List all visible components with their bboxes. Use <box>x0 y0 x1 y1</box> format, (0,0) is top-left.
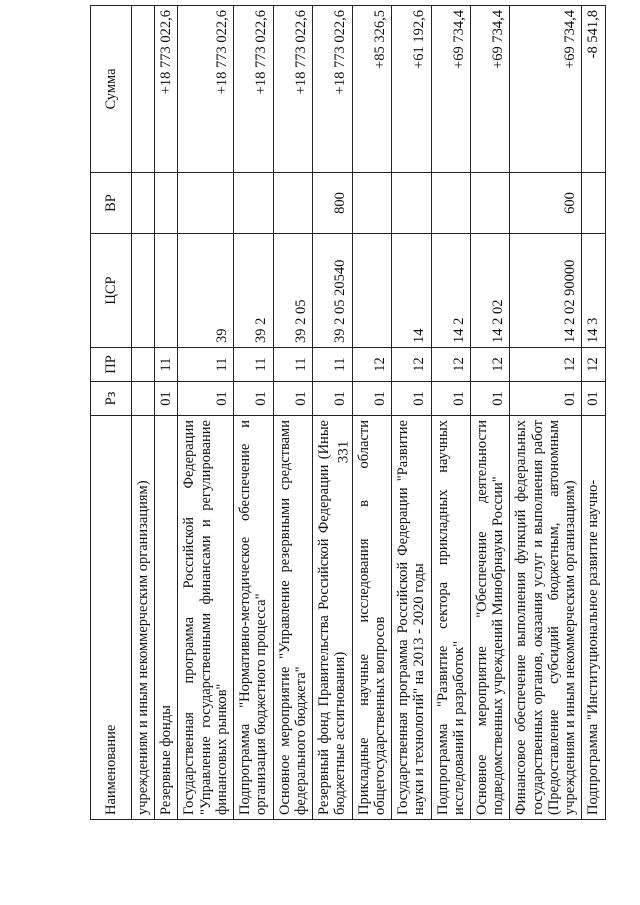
header-name: Наименование <box>91 416 132 820</box>
cell-pr: 11 <box>273 348 312 382</box>
cell-name: Финансовое обеспечение выполнения функций федеральных государственных органов, оказания услуг и выполнения работ (Предоставление субсидий бюджетным, автономным учреждениям и иным некоммерческим организациям) <box>510 416 582 820</box>
table-row <box>470 6 509 820</box>
cell-name: Государственная программа Российской Федерации "Управление государственными финансами и регулирование финансовых рынков" <box>178 416 234 820</box>
cell-vr: 800 <box>313 173 352 234</box>
cell-name: Резервный фонд Правительства Российской Федерации (Иные бюджетные ассигнования) <box>313 416 352 820</box>
table-body <box>132 6 606 820</box>
table-row <box>582 6 605 820</box>
cell-csr: 14 <box>392 234 431 348</box>
cell-csr: 14 2 02 <box>470 234 509 348</box>
cell-rz: 01 <box>510 382 582 416</box>
cell-sum <box>132 6 155 173</box>
table-row <box>392 6 431 820</box>
cell-sum: +61 192,6 <box>392 6 431 173</box>
cell-rz: 01 <box>431 382 470 416</box>
cell-csr: 39 <box>178 234 234 348</box>
cell-pr: 12 <box>431 348 470 382</box>
cell-csr: 39 2 <box>234 234 273 348</box>
cell-pr: 11 <box>313 348 352 382</box>
header-pr: ПР <box>91 348 132 382</box>
header-csr: ЦСР <box>91 234 132 348</box>
table-row <box>273 6 312 820</box>
cell-pr: 12 <box>582 348 605 382</box>
cell-sum: +18 773 022,6 <box>273 6 312 173</box>
cell-name: Подпрограмма "Нормативно-методическое обеспечение и организация бюджетного процесса" <box>234 416 273 820</box>
cell-sum: +18 773 022,6 <box>234 6 273 173</box>
cell-csr: 14 3 <box>582 234 605 348</box>
table-row <box>431 6 470 820</box>
cell-sum: +18 773 022,6 <box>313 6 352 173</box>
cell-rz: 01 <box>313 382 352 416</box>
cell-rz: 01 <box>155 382 178 416</box>
cell-pr: 12 <box>510 348 582 382</box>
cell-name: Основное мероприятие "Обеспечение деятельности подведомственных учреждений Минобрнауки России" <box>470 416 509 820</box>
cell-csr: 14 2 <box>431 234 470 348</box>
table-row <box>155 6 178 820</box>
cell-sum: +18 773 022,6 <box>178 6 234 173</box>
cell-csr: 14 2 02 90000 <box>510 234 582 348</box>
cell-pr: 12 <box>352 348 391 382</box>
cell-sum: +18 773 022,6 <box>155 6 178 173</box>
cell-csr: 39 2 05 20540 <box>313 234 352 348</box>
cell-vr: 600 <box>510 173 582 234</box>
cell-csr <box>352 234 391 348</box>
cell-csr <box>132 234 155 348</box>
cell-rz: 01 <box>352 382 391 416</box>
cell-vr <box>155 173 178 234</box>
cell-csr <box>155 234 178 348</box>
cell-vr <box>470 173 509 234</box>
cell-vr <box>178 173 234 234</box>
cell-vr <box>392 173 431 234</box>
budget-table <box>90 5 606 820</box>
cell-rz: 01 <box>178 382 234 416</box>
cell-rz: 01 <box>392 382 431 416</box>
cell-pr <box>132 348 155 382</box>
cell-sum: +85 326,5 <box>352 6 391 173</box>
cell-pr: 12 <box>392 348 431 382</box>
table-header-row <box>91 6 132 820</box>
cell-vr <box>431 173 470 234</box>
cell-name: учреждениям и иным некоммерческим организациям) <box>132 416 155 820</box>
cell-sum: -8 541,8 <box>582 6 605 173</box>
cell-vr <box>582 173 605 234</box>
cell-rz: 01 <box>582 382 605 416</box>
cell-sum: +69 734,4 <box>470 6 509 173</box>
page-number: 331 <box>335 440 352 464</box>
cell-csr: 39 2 05 <box>273 234 312 348</box>
cell-sum: +69 734,4 <box>431 6 470 173</box>
cell-vr <box>273 173 312 234</box>
cell-name: Государственная программа Российской Федерации "Развитие науки и технологий" на 2013 - 2020 годы <box>392 416 431 820</box>
cell-sum: +69 734,4 <box>510 6 582 173</box>
cell-name: Подпрограмма "Развитие сектора прикладных научных исследований и разработок" <box>431 416 470 820</box>
cell-rz: 01 <box>470 382 509 416</box>
header-vr: ВР <box>91 173 132 234</box>
cell-name: Основное мероприятие "Управление резервными средствами федерального бюджета" <box>273 416 312 820</box>
table-row <box>352 6 391 820</box>
cell-rz: 01 <box>234 382 273 416</box>
cell-name: Прикладные научные исследования в области общегосударственных вопросов <box>352 416 391 820</box>
cell-pr: 12 <box>470 348 509 382</box>
table-row <box>313 6 352 820</box>
header-sum: Сумма <box>91 6 132 173</box>
cell-pr: 11 <box>178 348 234 382</box>
cell-name: Подпрограмма "Институциональное развитие научно- <box>582 416 605 820</box>
table-row <box>132 6 155 820</box>
header-rz: Рз <box>91 382 132 416</box>
cell-vr <box>234 173 273 234</box>
budget-table-rotated <box>90 10 630 820</box>
cell-vr <box>352 173 391 234</box>
cell-name: Резервные фонды <box>155 416 178 820</box>
table-row <box>178 6 234 820</box>
cell-pr: 11 <box>234 348 273 382</box>
cell-pr: 11 <box>155 348 178 382</box>
cell-rz: 01 <box>273 382 312 416</box>
cell-vr <box>132 173 155 234</box>
table-row <box>234 6 273 820</box>
cell-rz <box>132 382 155 416</box>
table-row <box>510 6 582 820</box>
